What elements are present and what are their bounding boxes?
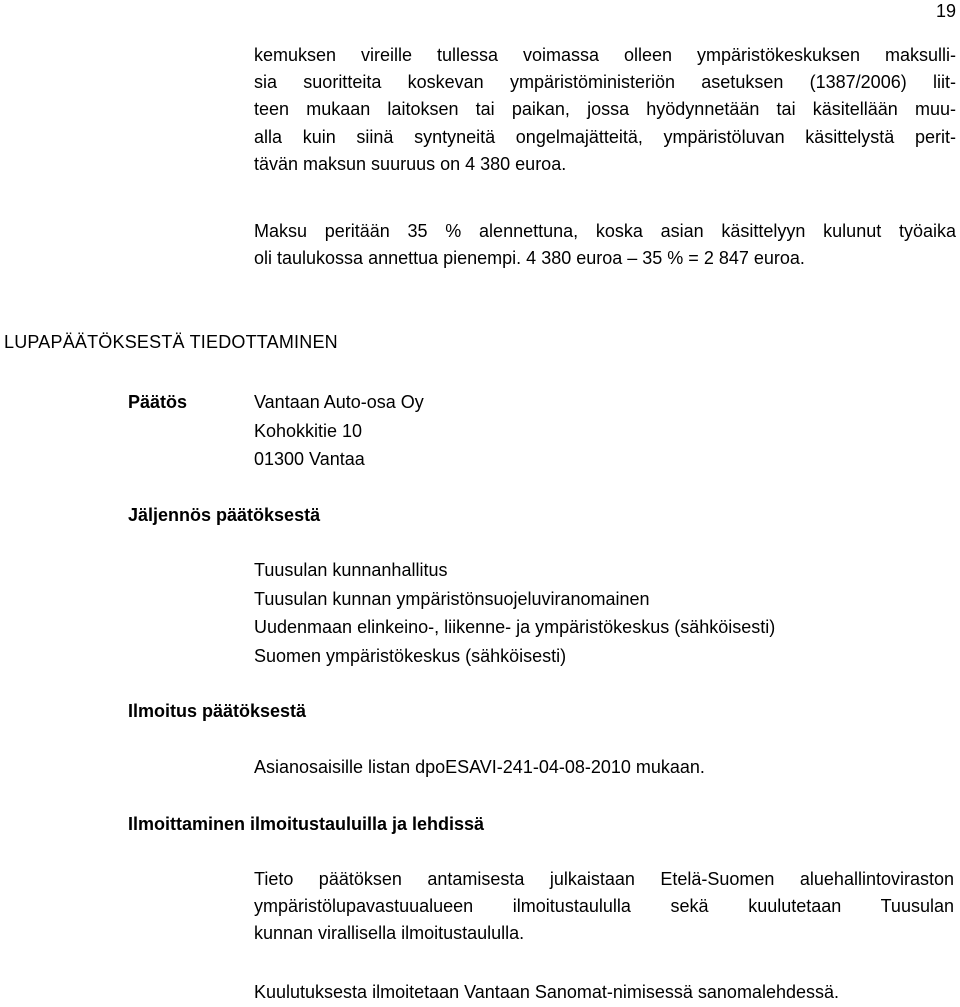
discount-line: Maksu peritään 35 % alennettuna, koska asian käsittelyyn kulunut työaika: [254, 221, 956, 241]
announcement-line: kunnan virallisella ilmoitustaululla.: [254, 923, 525, 944]
intro-line: sia suoritteita koskevan ympäristöministeriön asetuksen (1387/2006) liit-: [254, 72, 956, 93]
notice-label: Ilmoitus päätöksestä: [128, 701, 307, 721]
newspaper-line: Kuulutuksesta ilmoitetaan Vantaan Sanomat-nimisessä sanomalehdessä.: [254, 982, 839, 1002]
copy-recipient: Suomen ympäristökeskus (sähköisesti): [254, 646, 567, 667]
intro-paragraph: [254, 42, 956, 178]
copy-recipient: Uudenmaan elinkeino-, liikenne- ja ympäristökeskus (sähköisesti): [254, 617, 776, 638]
intro-line: alla kuin siinä syntyneitä ongelmajätteitä, ympäristöluvan käsittelystä perit-: [254, 126, 956, 147]
newspaper-text: [254, 978, 839, 1007]
discount-line: oli taulukossa annettua pienempi. 4 380 euroa – 35 % = 2 847 euroa.: [254, 248, 805, 269]
intro-line: kemuksen vireille tullessa voimassa olleen ympäristökeskuksen maksulli-: [254, 45, 956, 65]
copy-label: Jäljennös päätöksestä: [128, 505, 321, 525]
copy-recipients: [254, 556, 775, 671]
notice-line: Asianosaisille listan dpoESAVI-241-04-08-2010 mukaan.: [254, 757, 705, 777]
announcement-paragraph: [254, 866, 954, 948]
announcement-line: ympäristölupavastuualueen ilmoitustaululla sekä kuulutetaan Tuusulan: [254, 896, 954, 917]
intro-line: tävän maksun suuruus on 4 380 euroa.: [254, 153, 567, 174]
intro-line: teen mukaan laitoksen tai paikan, jossa hyödynnetään tai käsitellään muu-: [254, 99, 956, 120]
decision-line: 01300 Vantaa: [254, 449, 365, 470]
discount-paragraph: [254, 218, 956, 272]
copy-recipient: Tuusulan kunnanhallitus: [254, 560, 448, 580]
section-heading: LUPAPÄÄTÖKSESTÄ TIEDOTTAMINEN: [4, 332, 338, 352]
decision-line: Kohokkitie 10: [254, 420, 363, 441]
notice-text: [254, 753, 705, 782]
announcement-line: Tieto päätöksen antamisesta julkaistaan Etelä-Suomen aluehallintoviraston: [254, 869, 954, 889]
announcement-label: Ilmoittaminen ilmoitustauluilla ja lehdissä: [128, 814, 485, 834]
page-number: 19: [935, 1, 956, 21]
decision-label: Päätös: [128, 392, 188, 412]
copy-recipient: Tuusulan kunnan ympäristönsuojeluviranomainen: [254, 588, 650, 609]
decision-line: Vantaan Auto-osa Oy: [254, 392, 424, 412]
decision-recipient: [254, 388, 424, 474]
